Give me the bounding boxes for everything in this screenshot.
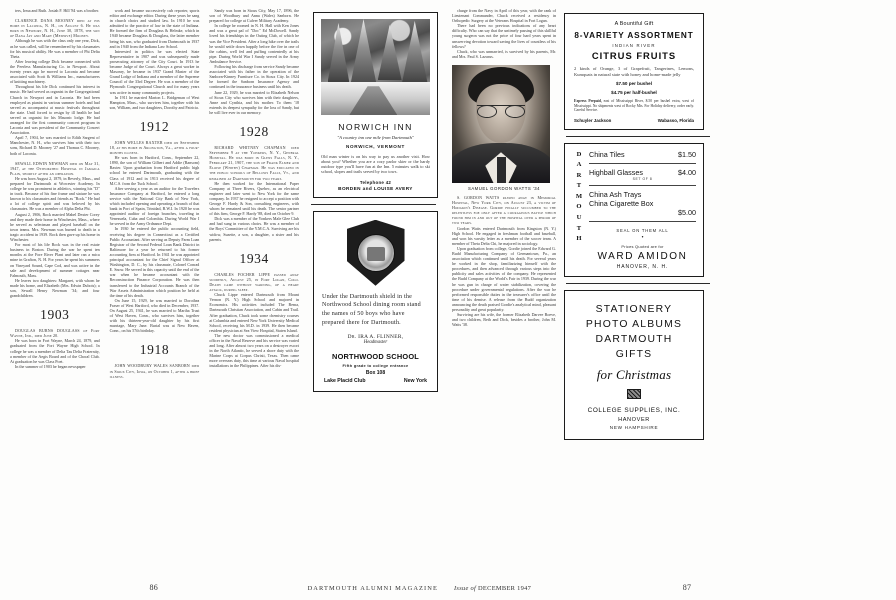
issue-line (448, 585, 531, 592)
right-page-columns (448, 0, 896, 440)
paragraph: Although he was with the class only one year, Dick, as he was called, will be remembered by his classmates for his musical ability. He was a member of Phi Delta Theta. (10, 38, 100, 59)
left-column-3 (209, 8, 299, 392)
paragraph: August 2, 1906, Rock married Mabel Dexter Corey and they made their home in Winchester, Mass., where he served as selectman and played baseball on the town teams. Mrs. Newman was burned to death in a tragic accident in 1939. Rock then gave up his home in Winchester. (10, 211, 100, 243)
northwood-headmaster-name: Dr. IRA A. FLINNER, (347, 334, 404, 341)
left-column-2 (110, 8, 200, 392)
class-year-heading: 1918 (139, 342, 170, 358)
class-year-heading: 1934 (239, 250, 269, 266)
right-column-1 (452, 8, 556, 440)
china-divider (589, 221, 696, 222)
paragraph: Dick was a member of the Yonkers Male Glee Club and had sung in various choirs. He was a member of the Boys' Committee of the Y.M.C.A. Surviving are his widow, Suzette, a son, a daughter, a sister and his parents. (209, 216, 300, 242)
obituary-text-block (110, 140, 200, 334)
obituary-text-block (10, 8, 100, 298)
paragraph: CHARLES FOCHER LIPPE passed away suddenly, August 25, in Fort Logan, Colo. Death came without warning, of a heart attack, during sleep. (209, 271, 300, 293)
norwich-inn-title: NORWICH INN (338, 122, 413, 132)
citrus-indian-river: INDIAN RIVER (612, 43, 656, 48)
china-item-label: Highball Glasses (589, 167, 643, 177)
norwich-inn-tagline: "A country inn one mile from Dartmouth" (337, 135, 414, 140)
china-item-row (589, 199, 696, 208)
obituary-text-block (209, 145, 299, 242)
norwich-inn-location: NORWICH, VERMONT (345, 143, 406, 149)
citrus-price-bushel: $7.50 per bushel (615, 81, 652, 86)
citrus-gift-line: A Bountiful Gift (614, 21, 654, 27)
china-prices-quoted-note: Prices Quoted are for (621, 243, 664, 249)
paragraph: Chuck Lippe entered Dartmouth from Mount Vernon (N. Y.) High School and majored in Economics. His activities included The Bema, Dartmouth Christian Association, and Cabin and Trail. After graduation, Chuck took some chemistry courses at Columbia and entered New York University Medical School, receiving his M.D. in 1939. He then became resident physician at Sea View Hospital, Staten Island. (209, 292, 300, 333)
class-year-heading: 1928 (239, 123, 269, 139)
paragraph: Sandy was born in Sioux City, May 17, 1896, the son of Woodbury and Anna (Wales) Sanborn. He prepared for college at Culver Military Academy. (209, 8, 300, 24)
norwich-inn-ad[interactable] (313, 12, 438, 198)
obituary-text-block (452, 195, 556, 327)
paragraph: The new doctor was commissioned a medical officer in the Naval Reserve and his service was varied and long. After almost two years on a destroyer escort in the North Atlantic, he served a shore duty with the Marine Corps at Corpus Christi, Texas. Then came more overseas duty, this time at various Naval hospital installations in the Philippines. After his dis- (209, 332, 300, 369)
issue-date: DECEMBER 1947 (478, 585, 532, 592)
paragraph: He was born August 2, 1879, in Beverly, Mass., and prepared for Dartmouth at Worcester Academy. In college he was prominent in athletics, winning his "D" in track. Because of his fine frame and stature he was known to his classmates and friends as "Rock." He had a lot of college spirit and was beloved by his classmates. He was a member of Alpha Delta Phi. (10, 175, 100, 212)
citrus-assortment-title: 8-VARIETY ASSORTMENT (574, 31, 694, 40)
obituary-text-block (209, 272, 299, 369)
northwood-copy: Under the Dartmouth shield in the Northwood School dining room stand the names of 50 boys who have prepared there for Dartmouth. (322, 293, 421, 326)
china-item-row (589, 168, 696, 177)
citrus-seller-row (574, 118, 694, 123)
china-divider (589, 185, 696, 186)
right-page-ad-column (564, 8, 712, 440)
paragraph: S. GORDON WATTS passed away in Memorial Hospital, New York City, on August 23, a victim of Hodgkin's Disease. Gordie finally succumbed to the relentless foe only after a courageous battle which found him in and out of the hospital over a period of two years. (452, 194, 556, 226)
paragraph: JOHN WOODBURY WALES SANBORN died in Sioux City, Iowa, on October 1, after a brief illness. (109, 363, 200, 379)
norwich-inn-copy: Old man winter is on his way to pay us another visit. How about you? Whether you are a cozy parlor skier or the hardy outdoor type you'll have fun at the Inn. 5 minutes walk to ski school, slopes and trails served by two tows. (321, 153, 431, 175)
china-item-price: $1.50 (678, 149, 696, 159)
obituary-text-block (10, 328, 100, 369)
portrait-caption: SAMUEL GORDON WATTS '34 (467, 185, 541, 191)
ad-divider-rule (311, 204, 436, 205)
paragraph: For most of his life Rock was in the real estate business in Boston. During the war he spent ten months at the Fore River Plant and later ran a mica mine in Grafton, N. H. For years he spent his summers on Vineyard Sound, Cape Cod, and was active in the sale and development of summer cottages near Falmouth, Mass. (10, 242, 100, 278)
class-year-heading: 1912 (139, 118, 170, 134)
ad-divider-rule (566, 136, 710, 137)
ward-amidon-store-name: WARD AMIDON (597, 250, 688, 262)
winter-scene-photo (321, 19, 430, 115)
paragraph: JOHN WELLES BAXTER died on September 18, at his home in Arlington, Va., after a four-months illness. (109, 139, 200, 156)
left-page-ad-column (309, 8, 438, 392)
citrus-seller-name: Schuyler Jackson (574, 117, 612, 123)
china-item-label: China Ash Trays (589, 189, 642, 199)
northwood-place: Lake Placid Club (324, 378, 366, 385)
china-item-label: China Cigarette Box (589, 198, 654, 208)
paragraph: Gordon Watts entered Dartmouth from Kingston (N. Y.) High School. He engaged in freshman football and baseball, and won his varsity letter as a member of the soccer team. A member of Theta Delta Chi, he majored in sociology. (452, 225, 556, 246)
china-seal-note: SEAL ON THEM ALL (616, 227, 669, 233)
northwood-box-number: Box 108 (365, 370, 386, 377)
paragraph: April 7, 1904, he was married to Edith Sargent of Manchester, N. H., who survives him with their two sons, Richard D. Mooney '27 and Thomas C. Mooney, both of Laconia. (10, 135, 100, 156)
paragraph: He was born in Fort Wayne, March 24, 1879, and graduated from the Fort Wayne High School. In college he was a member of Delta Tau Delta Fraternity, a member of the Aegis Board and of the Choral Club. At graduation he was Class Poet. (10, 338, 100, 364)
northwood-school-name: NORTHWOOD SCHOOL (332, 352, 419, 362)
paragraph: work and became successively cub reporter, sports editor and exchange editor. During these years he sang in church choirs and studied law. In 1910 he was admitted to the practice of law in the state of Indiana. He formed the firm of Douglass & Helmke, which in 1940 became Douglass & Douglass, the latter member being his son, who graduated from Dartmouth in 1937 and in 1940 from the Indiana Law School. (109, 8, 200, 49)
citrus-seller-location: Wabasso, Florida (657, 117, 694, 123)
paragraph: Throughout his life Dick continued his interest in music. He had served as organist in the Congregational Church in Newport and in Laconia. He had been employed as pianist in various summer hotels and had served as accompanist at music festivals throughout the state. Until forced to resign by ill health he had served as organist for his Masonic lodge. He had arranged for the first community concert program in Laconia and was president of the Community Concert Association. (10, 84, 100, 136)
paragraph: Following his discharge from service Sandy became associated with his father in the operation of the Sanborn-Kinney Furniture Co. in Sioux City. In 1924 he formed the Sanborn Insurance Agency and continued in the insurance business until his death. (209, 64, 300, 90)
left-page-footer (0, 583, 448, 592)
magazine-title-footer: DARTMOUTH ALUMNI MAGAZINE (307, 585, 439, 592)
paragraph: There had been no previous indications of any heart difficulty. Who can say that the untimely passing of this skillful young surgeon was not the price of four hard years spent in unswerving devotion toward saving the lives of countless of his fellows? (452, 23, 556, 49)
left-column-1 (10, 8, 100, 392)
ward-amidon-town: HANOVER, N. H. (616, 263, 669, 270)
college-supplies-state: NEW HAMPSHIRE (609, 424, 659, 430)
page-number-right: 87 (682, 583, 692, 592)
ad-divider-rule (566, 283, 710, 284)
paragraph: After leaving college Dick became connected with the Peerless Manufacturing Co. in Newport. About twenty years ago he moved to Laconia and became associated with Scott & Williams Inc., manufacturers of knitting machinery. (10, 58, 100, 85)
obituary-text-block (110, 8, 200, 110)
paragraph: After serving a year as an auditor for the Travelers Insurance Company at Hartford, he entered a long service with the National City Bank of New York, which included opening and operating a branch of that bank in Port of Spain, Trinidad, B.W.I. In 1920 he was appointed auditor of foreign branches, traveling in Venezuela, Cuba and Colombia. During World War I he served in the Army Ordnance Dept. (109, 185, 200, 227)
northwood-grades: Fifth grade to college entrance (342, 363, 409, 369)
china-item-row (589, 190, 696, 199)
norwich-inn-proprietors: BORDEN and LOUISE AVERY (338, 185, 413, 191)
paragraph: SEWALL EDWIN NEWMAN died on May 31, 1947, at the Osteopathic Hospital in Jamaica Plain, shortly after an operation. (10, 160, 100, 176)
college-supplies-name: COLLEGE SUPPLIES, INC. (587, 406, 681, 414)
paragraph: In 1911 he married Marion L. Bridgeman of West Hampton, Mass., who survives him, together with his son, William, and two daughters, Dorothy and Patricia. (109, 94, 200, 110)
citrus-express-prepaid-label: Express Prepaid, (574, 99, 602, 103)
paragraph: RICHARD WHITNEY CHAPMAN died September 9 at the Yonkers, N. Y., General Hospital. He was born in Glens Falls, N. Y., February 21, 1907, the son of Frank Elmer and Eloise (Whitby) Chapman. He was educated in the public schools of Bellows Falls, Vt., and remained at Dartmouth for two years. (209, 144, 300, 181)
china-item-price: $5.00 (678, 207, 696, 217)
paragraph: On June 15, 1929, he was married to Dorothea Fraser of West Hartford, who died in December, 1937. On August 25, 1941, he was married to Martha Trust of West Haven, Conn., who survives him, together with his thirteen-year-old daughter by his first marriage, Mary Jane. Burial was at New Haven, Conn., on his 57th birthday. (109, 297, 200, 334)
class-year-heading: 1903 (40, 307, 70, 323)
citrus-fruits-ad[interactable] (564, 13, 704, 130)
left-page-columns (0, 0, 448, 392)
citrus-fruits-title: CITRUS FRUITS (591, 50, 677, 61)
paragraph: Chuck, who was unmarried, is survived by his parents, Mr. and Mrs. Paul S. Lazarus. (452, 48, 556, 59)
paragraph: In the summer of 1903 he began newspaper (15, 363, 86, 369)
paragraph: In 1930 he entered the public accounting field, receiving his degree in Connecticut as a Certified Public Accountant. After serving as Deputy Farm Loan Registrar of the Second Federal Loan Bank District in Baltimore for a year he returned to his former accounting firm at Hartford. In 1941 he was appointed principal accountant for the Chief Signal Officer at Washington, D. C., by his classmate, Colonel Conrad E. Snow. He served in this capacity until the end of the war when he became accountant with the Reconstruction Finance Corporation. He was then transferred to the Industrial Accounts Branch of the War Assets Administration which position he held at the time of his death. (109, 226, 200, 298)
college-supplies-ad[interactable] (564, 290, 704, 440)
paragraph: He leaves two daughters: Margaret, with whom he made his home, and Elizabeth (Mrs. Edwin Dubois); a son, Sewall Henry Newman '34; and four grandchildren. (10, 277, 100, 299)
northwood-school-ad[interactable] (313, 211, 438, 392)
obituary-text-block (452, 8, 556, 59)
paragraph: In college he roomed in N. H. Hall with Ken Jones and was a great pal of "Doc" Ed McDowell. Sandy loved his friendships in the Outing Club, of which he was the Vice President. After a long hike over the trails he would settle down happily before the fire in one of the cabins, well fed and puffing contentedly at his pipe. During World War I Sandy served in the Army Ambulance Service. (209, 23, 300, 64)
citrus-description: 2 kinds of Orange, 3 of Grapefruit, Tangerines, Lemons, Kumquats in natural state with honey and home-made jelly (574, 66, 694, 77)
stationery-line-1: STATIONERY (595, 303, 673, 315)
ornament-icon (627, 389, 641, 399)
paragraph: Surviving are his wife, the former Elizabeth Darvee Boeve, and two children, Beth and Dick, besides a brother, John M. Watts '38. (452, 312, 556, 328)
paragraph: DOUGLAS BURNS DOUGLASS of Fort Wayne, Ind., died June 20. (10, 328, 100, 339)
paragraph: ters, Irma and Ruth. Josiah F. Hill '84 was a brother. (15, 8, 100, 13)
college-supplies-city: HANOVER (618, 416, 650, 423)
for-christmas-script: for Christmas (596, 366, 672, 382)
ornament-dot-icon: • (641, 234, 644, 241)
stationery-line-2: PHOTO ALBUMS (585, 318, 683, 330)
northwood-headmaster-role: Headmaster (363, 340, 388, 346)
china-divider (589, 163, 696, 164)
dartmouth-shield-icon (347, 220, 405, 286)
china-item-list (586, 150, 696, 270)
paragraph: charge from the Navy in April of this year, with the rank of Lieutenant Commander, Chuck received a residency in Orthopedic Surgery at the Veterans Hospital in Fort Logan. (452, 8, 556, 24)
stationery-line-3: DARTMOUTH (595, 333, 673, 345)
china-item-row (589, 150, 696, 159)
page-number-left: 86 (149, 583, 159, 592)
portrait-photo (452, 65, 550, 183)
northwood-state: New York (403, 378, 428, 385)
ward-amidon-china-ad[interactable] (564, 143, 704, 277)
northwood-address (322, 378, 429, 384)
paragraph: He was born in Hartford, Conn., September 22, 1890, the son of William Gilbert and Addie (Ransom) Baxter. Upon graduation from Hartford public high school he entered Dartmouth, graduating with the Class of 1912 and in 1913 received his degree of M.C.S. from the Tuck School. (109, 155, 200, 186)
paragraph: June 22, 1929, he was married to Elizabeth Nelson of Sioux City who survives him with their daughters, Anne and Cynthia, and his mother. To them '18 extends its deepest sympathy for the loss of Sandy, but he will live ever in our memory. (209, 89, 300, 115)
paragraph: Interested in politics he was elected State Representative in 1907 and was subsequently made prosecuting attorney of the City Court. In 1913 he became Judge of the Court. Always a great worker in Masonry, he became in 1937 Grand Master of the Grand Lodge of Indiana and a member of the Supreme Council of the 33rd Degree. He was a member of the Plymouth Congregational Church and for many years was active in many community projects. (109, 48, 200, 95)
citrus-shipping-terms: east of Mississippi River, $.50 per bushel extra, west of Mississippi. No shipments west of Rocky Mts. For Holiday delivery, order early. Careful Service. (574, 99, 694, 112)
stationery-line-4: GIFTS (615, 348, 653, 360)
issue-label: Issue of (454, 585, 477, 592)
paragraph: He then worked for the International Paper Company at Three Rivers, Quebec, as an electrical engineer and later went to New York for the same company. In 1937 he resigned to accept a position with George F. Hardy & Son, consulting engineers, with whom he remained until his death. The senior partner of this firm, George F. Hardy '88, died on October 9. (209, 180, 300, 217)
china-item-price: $4.00 (678, 167, 696, 177)
paragraph: Upon graduation from college, Gordie joined the Edward G. Budd Manufacturing Company of Germantown, Pa., an association which continued until his death. For several years he worked in the shop, familiarizing himself with the procedures, and then advanced through various steps into the publicity and sales activities of the company. He represented the Budd Company at the World's Fair in 1939. During the war he was gun in charge of water stabilization, covering the procedure under governmental regulations. After the war he performed responsible duties in the treasurer's office until the time of his demise. A release from the Budd organization announcing the death praised Gordie's analytical mind, pleasant personality and great popularity. (452, 245, 556, 312)
right-page-footer (448, 583, 896, 592)
china-set-note: SET OF 8 (632, 176, 653, 181)
norwich-inn-telephone: Telephone 42 (359, 179, 392, 185)
paragraph: CLARENCE DANA MOONEY died at his home in Laconia, N. H., on August 6. He was born in Newport, N. H., June 30, 1878, the son of Dana Jay and Mary (Meserve) Mooney. (10, 18, 100, 39)
obituary-text-block (110, 363, 200, 378)
dartmouth-vertical-word: D A R T M O U T H (575, 150, 583, 243)
page-right (448, 0, 896, 600)
obituary-text-block (209, 8, 299, 115)
china-item-label: China Tiles (589, 149, 625, 159)
citrus-price-half-bushel: $4.75 per half-bushel (611, 90, 657, 95)
citrus-fine-print (574, 99, 694, 113)
